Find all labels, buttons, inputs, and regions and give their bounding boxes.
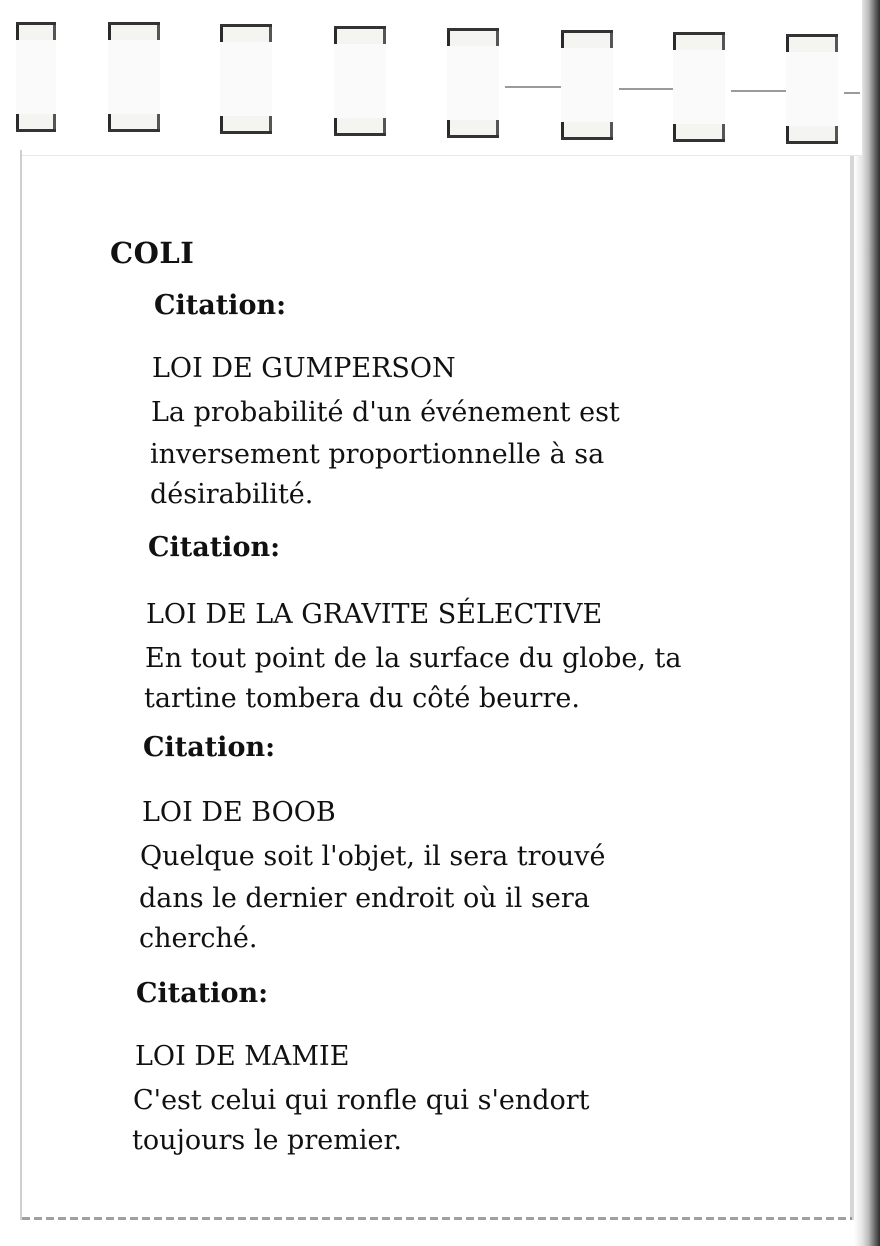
law-name: LOI DE BOOB bbox=[142, 797, 336, 828]
law-text-line: En tout point de la surface du globe, ta bbox=[145, 643, 682, 674]
citation-label: Citation: bbox=[148, 532, 281, 563]
law-text-line: toujours le premier. bbox=[132, 1125, 402, 1156]
citation-label: Citation: bbox=[154, 290, 287, 321]
law-text-line: C'est celui qui ronfle qui s'endort bbox=[133, 1085, 590, 1116]
law-text-line: désirabilité. bbox=[150, 479, 314, 510]
law-text-line: La probabilité d'un événement est bbox=[151, 397, 620, 428]
law-name: LOI DE LA GRAVITE SÉLECTIVE bbox=[146, 599, 603, 630]
law-text-line: cherché. bbox=[139, 923, 258, 954]
law-text-line: dans le dernier endroit où il sera bbox=[139, 883, 590, 914]
citation-label: Citation: bbox=[143, 732, 276, 763]
law-name: LOI DE GUMPERSON bbox=[152, 353, 456, 384]
law-text-line: inversement proportionnelle à sa bbox=[150, 439, 605, 470]
section-title: COLI bbox=[110, 236, 195, 270]
citation-label: Citation: bbox=[136, 978, 269, 1009]
law-text-line: Quelque soit l'objet, il sera trouvé bbox=[140, 841, 606, 872]
law-text-line: tartine tombera du côté beurre. bbox=[144, 683, 580, 714]
law-name: LOI DE MAMIE bbox=[135, 1041, 350, 1072]
